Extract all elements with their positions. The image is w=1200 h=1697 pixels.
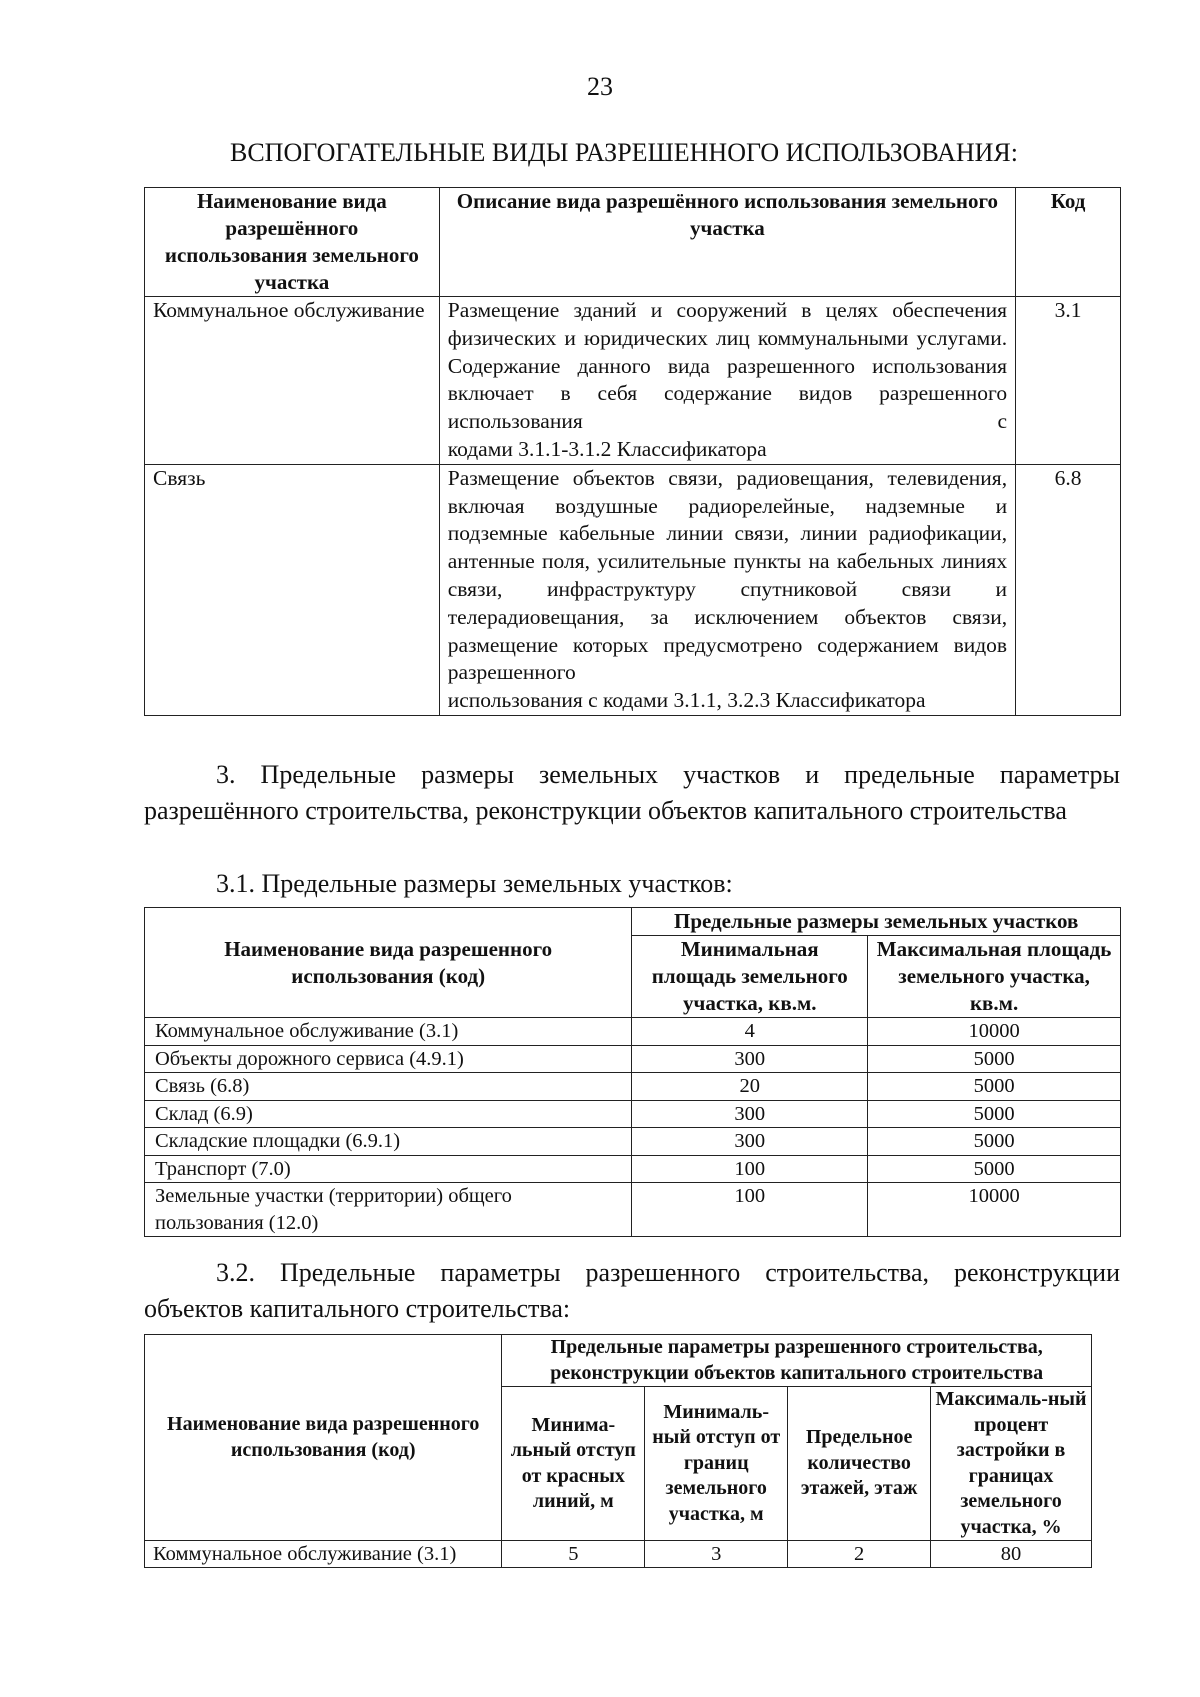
section-3-1-text: 3.1. Предельные размеры земельных участков: [216, 869, 733, 898]
row-name: Коммунальное обслуживание (3.1) [145, 1018, 632, 1046]
section-3-1-heading [144, 866, 1120, 902]
page-number: 23 [587, 72, 613, 101]
description-text-end: кодами 3.1.1-3.1.2 Классификатора [447, 436, 767, 461]
header-max-area: Максимальная площадь земельного участка, кв.м. [868, 936, 1121, 1018]
aux-uses-heading: ВСПОГОГАТЕЛЬНЫЕ ВИДЫ РАЗРЕШЕННОГО ИСПОЛЬЗОВАНИЯ: [229, 138, 1018, 167]
row-max: 10000 [868, 1183, 1121, 1237]
row-max: 5000 [868, 1155, 1121, 1183]
row-min: 20 [632, 1073, 868, 1101]
table-row [145, 1100, 1121, 1128]
table-row [145, 1183, 1121, 1237]
table-row [145, 1018, 1121, 1046]
row-min: 300 [632, 1045, 868, 1073]
table-row [145, 1128, 1121, 1156]
row-code: 3.1 [1016, 297, 1121, 465]
row-min: 4 [632, 1018, 868, 1046]
table-row [145, 1045, 1121, 1073]
row-max: 5000 [868, 1128, 1121, 1156]
building-params-table [144, 1334, 1092, 1568]
row-min: 300 [632, 1100, 868, 1128]
description-text-end: использования с кодами 3.1.1, 3.2.3 Классификатора [447, 688, 926, 713]
row-name: Объекты дорожного сервиса (4.9.1) [145, 1045, 632, 1073]
section-3-text: 3. Предельные размеры земельных участков и предельные параметры разрешённого строительства, реконструкции объектов капитального строительства [144, 760, 1120, 825]
header-description: Описание вида разрешённого использования земельного участка [439, 188, 1015, 297]
header-code: Код [1016, 188, 1121, 297]
row-max: 5000 [868, 1045, 1121, 1073]
row-min: 100 [632, 1155, 868, 1183]
header-boundaries: Минималь-ный отступ от границ земельного участка, м [645, 1387, 788, 1541]
row-coverage: 80 [931, 1541, 1092, 1568]
row-max: 5000 [868, 1073, 1121, 1101]
table-header-row [145, 1335, 1092, 1387]
row-max: 10000 [868, 1018, 1121, 1046]
header-group: Предельные размеры земельных участков [632, 908, 1121, 936]
table-row [145, 464, 1121, 715]
table-row [145, 1155, 1121, 1183]
row-name: Склад (6.9) [145, 1100, 632, 1128]
header-floors: Предельное количество этажей, этаж [788, 1387, 931, 1541]
description-text: Размещение объектов связи, радиовещания, телевидения, включая воздушные радиорелейные, надземные и подземные кабельные линии связи, линии радиофикации, антенные поля, усилительные пункты на кабельных линиях связи, инфраструктуру спутниковой связи и телерадиовещания, за исключением объектов связи, размещение которых предусмотрено содержанием видов разрешенного [447, 465, 1008, 685]
row-name: Коммунальное обслуживание [145, 297, 440, 465]
header-min-area: Минимальная площадь земельного участка, кв.м. [632, 936, 868, 1018]
row-name: Связь (6.8) [145, 1073, 632, 1101]
row-name: Земельные участки (территории) общего пользования (12.0) [145, 1183, 632, 1237]
table-row [145, 1073, 1121, 1101]
plot-size-table [144, 907, 1121, 1237]
header-red-lines: Минима-льный отступ от красных линий, м [502, 1387, 645, 1541]
row-name: Коммунальное обслуживание (3.1) [145, 1541, 502, 1568]
aux-uses-table [144, 187, 1121, 716]
header-coverage: Максималь-ный процент застройки в границах земельного участка, % [931, 1387, 1092, 1541]
section-3-heading [144, 757, 1120, 829]
row-code: 6.8 [1016, 464, 1121, 715]
table-row [145, 297, 1121, 465]
table-header-row [145, 188, 1121, 297]
section-3-2-heading [144, 1255, 1120, 1327]
row-max: 5000 [868, 1100, 1121, 1128]
header-group: Предельные параметры разрешенного строительства, реконструкции объектов капитального строительства [502, 1335, 1092, 1387]
header-name: Наименование вида разрешённого использования земельного участка [145, 188, 440, 297]
row-name: Связь [145, 464, 440, 715]
row-description [439, 464, 1015, 715]
description-text: Размещение зданий и сооружений в целях обеспечения физических и юридических лиц коммунальными услугами. Содержание данного вида разрешенного использования включает в себя содержание видов разрешенного использования с [447, 298, 1008, 434]
row-name: Транспорт (7.0) [145, 1155, 632, 1183]
row-description [439, 297, 1015, 465]
row-min: 300 [632, 1128, 868, 1156]
row-red-lines: 5 [502, 1541, 645, 1568]
table-row [145, 1541, 1092, 1568]
section-3-2-text: 3.2. Предельные параметры разрешенного строительства, реконструкции объектов капитального строительства: [144, 1258, 1120, 1323]
header-name: Наименование вида разрешенного использования (код) [145, 1335, 502, 1541]
row-min: 100 [632, 1183, 868, 1237]
header-name: Наименование вида разрешенного использования (код) [145, 908, 632, 1018]
table-header-row [145, 908, 1121, 936]
row-boundaries: 3 [645, 1541, 788, 1568]
row-floors: 2 [788, 1541, 931, 1568]
row-name: Складские площадки (6.9.1) [145, 1128, 632, 1156]
